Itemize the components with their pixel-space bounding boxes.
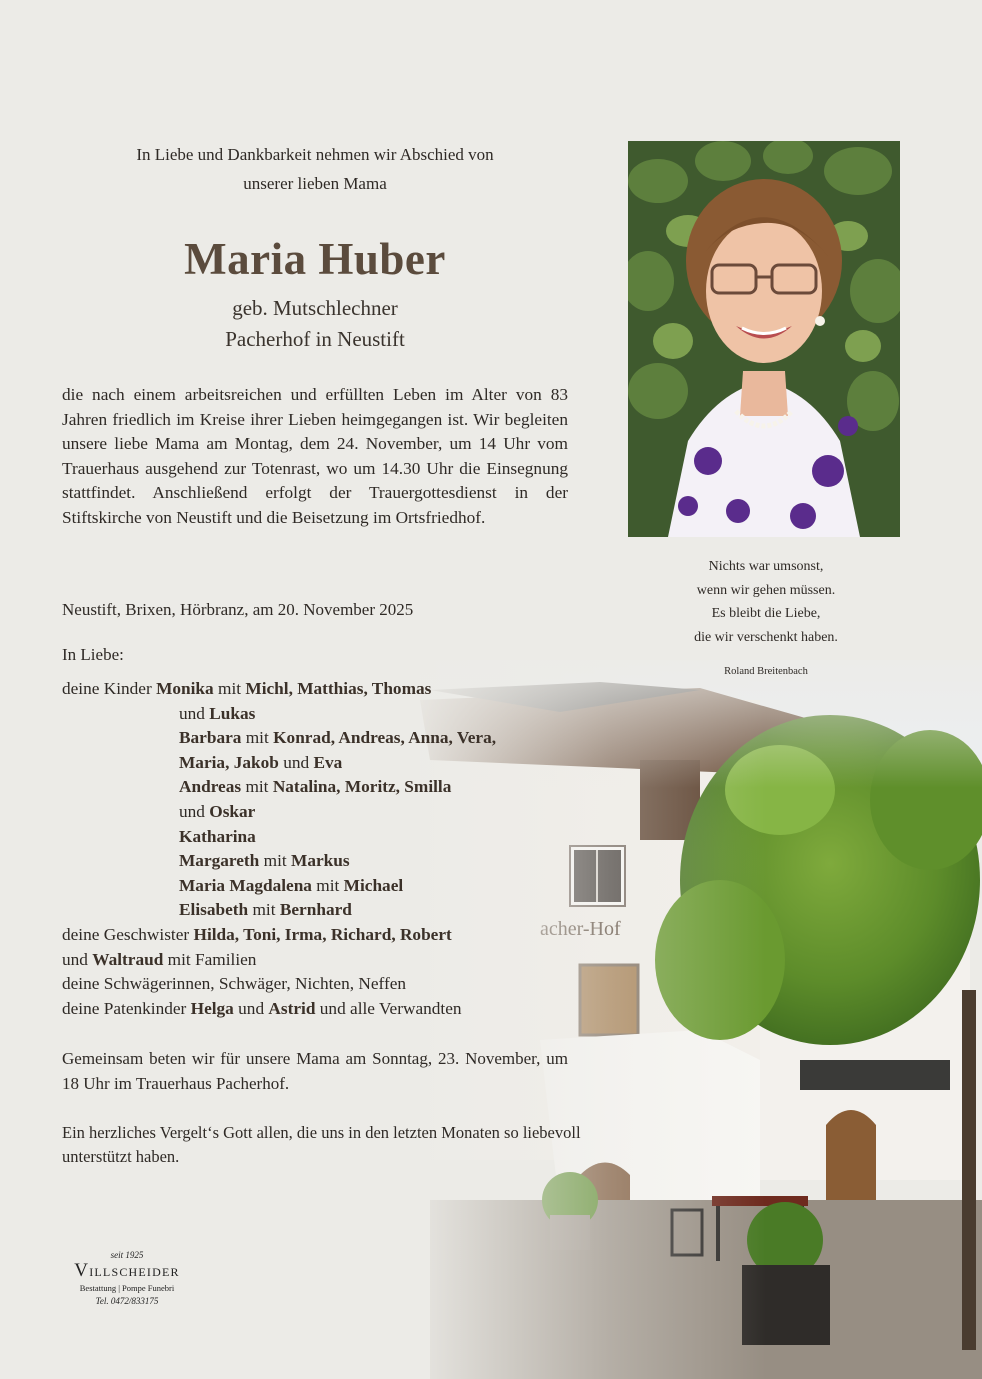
family-row bbox=[62, 898, 582, 923]
family-row bbox=[62, 923, 582, 948]
family-name: Andreas bbox=[179, 777, 242, 797]
family-name: Katharina bbox=[179, 826, 256, 846]
family-label: deine Patenkinder bbox=[62, 998, 187, 1018]
family-row bbox=[62, 726, 582, 751]
obituary-body: die nach einem arbeitsreichen und erfüllten Leben im Alter von 83 Jahren friedlich im Kreise ihrer Lieben heimgegangen ist. Wir begleiten unsere liebe Mama am Montag, dem 24. November, um 14 Uhr vom Trauerhaus ausgehend zur Totenrast, wo um 14.30 Uhr die Einsegnung stattfindet. Anschließend erfolgt der Trauergottesdienst in der Stiftskirche von Neustift und die Beisetzung im Ortsfriedhof. bbox=[62, 385, 568, 527]
connector: und bbox=[283, 752, 310, 772]
intro-line-2: unserer lieben Mama bbox=[243, 174, 387, 193]
quote-author: Roland Breitenbach bbox=[724, 666, 808, 677]
family-name: Natalina, Moritz, Smilla bbox=[272, 777, 452, 797]
logo-brand bbox=[62, 1260, 192, 1282]
connector: mit bbox=[263, 851, 287, 871]
family-row bbox=[62, 997, 582, 1022]
family-name: Margareth bbox=[179, 851, 260, 871]
quote-line: Nichts war umsonst, bbox=[708, 559, 824, 574]
family-row bbox=[62, 948, 582, 973]
family-row bbox=[62, 751, 582, 776]
family-name: Maria, Jakob bbox=[179, 752, 279, 772]
connector: und bbox=[179, 703, 205, 723]
family-name: Markus bbox=[291, 851, 350, 871]
place-date: Neustift, Brixen, Hörbranz, am 20. November 2025 bbox=[62, 600, 414, 619]
family-row bbox=[62, 849, 582, 874]
maiden-name: geb. Mutschlechner bbox=[232, 296, 398, 320]
connector: mit bbox=[252, 900, 276, 920]
quote-line: die wir verschenkt haben. bbox=[694, 629, 838, 645]
quote-line: Es bleibt die Liebe, bbox=[711, 606, 821, 622]
connector: und bbox=[179, 801, 205, 821]
logo-phone: Tel. 0472/833175 bbox=[95, 1296, 159, 1306]
family-name: Barbara bbox=[179, 728, 242, 748]
family-name: Astrid bbox=[268, 998, 316, 1018]
deceased-name: Maria Huber bbox=[184, 234, 446, 284]
intro-line-1: In Liebe und Dankbarkeit nehmen wir Abschied von bbox=[136, 145, 494, 164]
connector: und alle Verwandten bbox=[319, 998, 462, 1018]
quote-line: wenn wir gehen müssen. bbox=[696, 582, 836, 598]
logo-tagline: Bestattung | Pompe Funebri bbox=[79, 1283, 175, 1293]
quote-block bbox=[630, 555, 902, 649]
connector: und bbox=[238, 998, 265, 1018]
family-name: Michl, Matthias, Thomas bbox=[245, 679, 432, 698]
portrait-photo bbox=[628, 141, 900, 537]
in-love-heading: In Liebe: bbox=[62, 645, 124, 664]
family-name: Elisabeth bbox=[179, 900, 249, 920]
prayer-notice: Gemeinsam beten wir für unsere Mama am Sonntag, 23. November, um 18 Uhr im Trauerhaus Pacherhof. bbox=[62, 1049, 568, 1093]
family-name: Hilda, Toni, Irma, Richard, Robert bbox=[193, 924, 452, 944]
family-name: Waltraud bbox=[92, 949, 164, 969]
family-row bbox=[62, 825, 582, 850]
family-list bbox=[62, 677, 582, 1021]
logo-since: seit 1925 bbox=[110, 1250, 144, 1260]
family-label: deine Kinder bbox=[62, 679, 152, 698]
family-name: Maria Magdalena bbox=[179, 875, 312, 895]
thanks-note: Ein herzliches Vergelt‘s Gott allen, die uns in den letzten Monaten so liebevoll unterstützt haben. bbox=[62, 1123, 581, 1166]
family-name: Michael bbox=[343, 875, 404, 895]
connector: mit Familien bbox=[167, 949, 257, 969]
connector: mit bbox=[245, 728, 269, 748]
family-row bbox=[62, 800, 582, 825]
family-row bbox=[62, 677, 582, 702]
family-name: Lukas bbox=[209, 703, 256, 723]
family-name: Monika bbox=[156, 679, 214, 698]
connector: mit bbox=[316, 875, 340, 895]
family-row bbox=[62, 775, 582, 800]
logo-brand-rest: illscheider bbox=[89, 1261, 180, 1280]
funeral-home-logo bbox=[62, 1250, 192, 1306]
family-row bbox=[62, 972, 582, 997]
home-place: Pacherhof in Neustift bbox=[225, 327, 405, 351]
family-name: Bernhard bbox=[279, 900, 352, 920]
connector: und bbox=[62, 949, 88, 969]
family-name: Oskar bbox=[209, 801, 256, 821]
family-label: deine Geschwister bbox=[62, 924, 190, 944]
family-name: Eva bbox=[313, 752, 343, 772]
family-name: Helga bbox=[190, 998, 234, 1018]
family-name: Konrad, Andreas, Anna, Vera, bbox=[273, 728, 497, 748]
family-row bbox=[62, 702, 582, 727]
connector: mit bbox=[218, 679, 242, 698]
family-row bbox=[62, 874, 582, 899]
logo-brand-initial: V bbox=[74, 1260, 90, 1281]
family-label: deine Schwägerinnen, Schwäger, Nichten, Neffen bbox=[62, 974, 407, 994]
connector: mit bbox=[245, 777, 269, 797]
